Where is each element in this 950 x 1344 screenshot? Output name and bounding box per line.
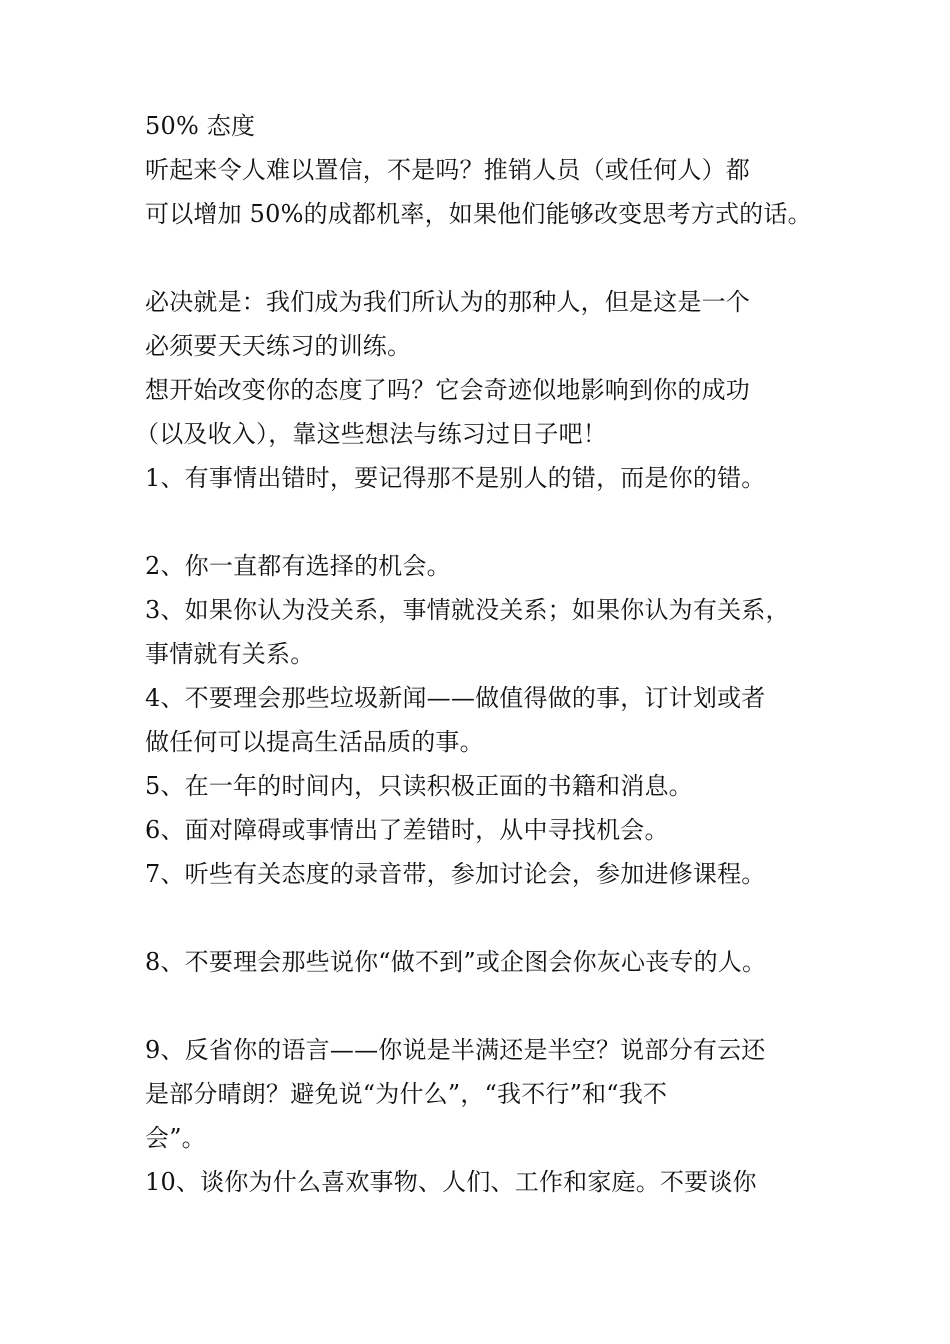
text-line: 是部分晴朗？避免说“为什么”，“我不行”和“我不: [145, 1080, 668, 1108]
text-line: 必须要天天练习的训练。: [145, 332, 412, 360]
text-line: （以及收入），靠这些想法与练习过日子吧！: [135, 420, 607, 448]
text-line: 想开始改变你的态度了吗？它会奇迹似地影响到你的成功: [145, 376, 750, 404]
document-body: [135, 112, 935, 1212]
list-item: 6、面对障碍或事情出了差错时，从中寻找机会。: [145, 816, 669, 844]
list-item: 9、反省你的语言——你说是半满还是半空？说部分有云还: [145, 1036, 766, 1064]
list-item: 5、在一年的时间内，只读积极正面的书籍和消息。: [145, 772, 693, 800]
text-line: 50% 态度: [145, 112, 256, 140]
list-item: 10、谈你为什么喜欢事物、人们、工作和家庭。不要谈你: [145, 1168, 757, 1196]
blank-line: [145, 508, 935, 552]
text-line: 事情就有关系。: [145, 640, 315, 668]
text-line: 可以增加 50%的成都机率，如果他们能够改变思考方式的话。: [145, 200, 812, 228]
blank-line: [145, 244, 935, 288]
text-line: 会”。: [145, 1124, 206, 1152]
list-item: 4、不要理会那些垃圾新闻——做值得做的事，订计划或者: [145, 684, 766, 712]
list-item: 8、不要理会那些说你“做不到”或企图会你灰心丧专的人。: [145, 948, 767, 976]
list-item: 7、听些有关态度的录音带，参加讨论会，参加进修课程。: [145, 860, 766, 888]
text-line: 必决就是：我们成为我们所认为的那种人，但是这是一个: [145, 288, 750, 316]
text-line: 做任何可以提高生活品质的事。: [145, 728, 484, 756]
blank-line: [145, 992, 935, 1036]
list-item: 2、你一直都有选择的机会。: [145, 552, 451, 580]
blank-line: [145, 904, 935, 948]
text-line: 听起来令人难以置信，不是吗？推销人员（或任何人）都: [145, 156, 750, 184]
list-item: 1、有事情出错时，要记得那不是别人的错，而是你的错。: [145, 464, 766, 492]
list-item: 3、如果你认为没关系，事情就没关系；如果你认为有关系，: [145, 596, 790, 624]
